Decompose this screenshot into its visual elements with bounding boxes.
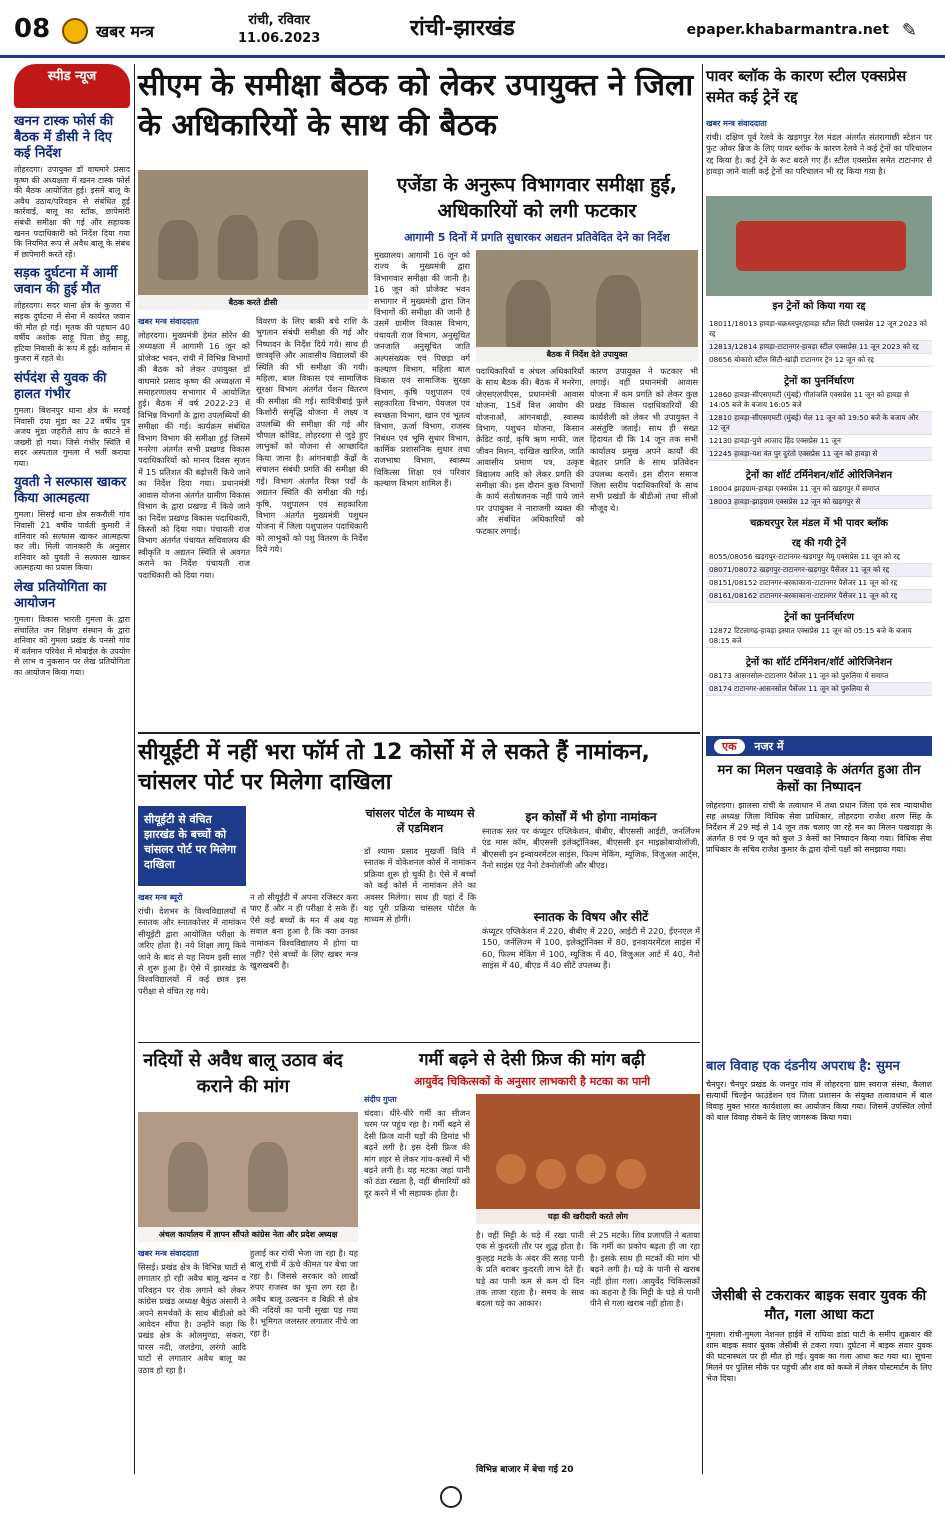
cuet-box-2: चांसलर पोर्टल के माध्यम से लें एडमिशन (365, 807, 475, 835)
byline: खबर मन्त्र ब्यूरो (138, 893, 183, 902)
train-group-title: ट्रेनों का शॉर्ट टर्मिनेशन/शॉर्ट ओरिजिनेशन (745, 470, 893, 481)
lead-col-5: कारण उपायुक्त ने फटकार भी लगाई। वहीं प्रधानमंत्री आवास योजना में कम प्रगति को लेकर कुछ प्रखंड विकास पदाधिकारियों की कार्यशैली को लेकर भी उपायुक्त ने असंतुष्टि जताई। साथ ही सख्त हिदायत दी कि 14 जून तक सभी कार्यालय प्रमुख अपने कार्यों की बेहतर प्रगति के साथ प्रतिवेदन उपलब्ध करायें। इस दौरान समाज जिला स्तरीय पदाधिकारियों के साथ सभी प्रखंडों के बीडीओ तथा सीओ मौजूद थे। (590, 366, 698, 513)
masthead (0, 0, 945, 58)
cuet-col-1 (138, 892, 246, 1038)
article-text: चंदवा। धीरे-धीरे गर्मी का सीजन चरम पर पहुंच रहा है। गर्मी बढ़ने से देसी फ्रिज यानी घड़ों की डिमांड भी बढ़ने लगी है। इस देसी फ्रिज की मांग शहर से लेकर गांव-कस्बों में भी बढ़ने लगी है। यह मटका जहां पानी को ठंडा रखता है, वहीं बीमारियों को दूर करने में भी सहायक होता है। (364, 1108, 470, 1198)
section-rule (138, 732, 700, 734)
speed-news-badge: स्पीड न्यूज (14, 64, 130, 108)
issue-date: 11.06.2023 (238, 31, 321, 46)
ek-tag: एक (714, 739, 745, 754)
brief-item (14, 371, 130, 470)
fridge-col-1 (364, 1094, 470, 1474)
left-column (14, 64, 130, 1474)
najar-headline[interactable]: मन का मिलन पखवाड़े के अंतर्गत हुआ तीन केसों का निष्पादन (717, 763, 921, 795)
brief-item (14, 266, 130, 365)
brief-headline[interactable]: संर्पदंश से युवक की हालत गंभीर (14, 370, 107, 402)
byline: खबर मन्त्र संवाददाता (138, 1249, 199, 1258)
train-row: 12813/12814 हावड़ा-टाटानगर-हावड़ा स्टील एक्सप्रेस 11 जून 2023 को रद्द (706, 341, 932, 354)
najar-item (706, 762, 932, 1050)
train-group-title: ट्रेनों का पुनर्निर्धारण (784, 376, 854, 387)
lead-col-4: पदाधिकारियों व अंचल अधिकारियों के साथ बैठक की। बैठक में मनरेगा, जेएसएलपीएस, प्रधानमंत्री आवास योजना, 15वें वित्त आयोग की योजनाओं, आंगनबाड़ी, स्वास्थ्य विभाग, पशुधन योजना, किसान क्रेडिट कार्ड, कृषि ऋण माफी, जल जीवन मिशन, दाखिल खारिज, जाति आवासीय प्रमाण पत्र, उत्कृष्ट विद्यालय आदि को लेकर प्रगति की समीक्षा की। इस दौरान कुछ विभागों के कार्य संतोषजनक नहीं पाये जाने पर उपायुक्त ने नाराजगी व्यक्त की और संबंधित अधिकारियों को फटकार लगाई। (476, 366, 584, 536)
city-day: रांची, रविवार (248, 13, 310, 28)
right-article (706, 118, 932, 192)
epaper-link[interactable]: epaper.khabarmantra.net (686, 22, 889, 38)
sand-photo (138, 1112, 358, 1242)
lead-col-3: मुख्यालय। आगामी 16 जून को राज्य के मुख्यमंत्री द्वारा विभागवार समीक्षा की जानी है। 16 जून को प्रोजेक्ट भवन सभागार में मुख्यमंत्री द्वारा जिन विभागों की समीक्षा की जानी है उसमें ग्रामीण विकास विभाग, पंचायती राज विभाग, अनुसूचित जनजाति अनुसूचित जाति अल्पसंख्यक एवं पिछड़ा वर्ग कल्याण विभाग, महिला बाल विकास एवं सामाजिक सुरक्षा विभाग, कृषि पशुपालन एवं सहकारिता विभाग, पेयजल एवं स्वच्छता विभाग, खान एवं भूतत्व विभाग, ऊर्जा विभाग, राजस्व निबंधन एवं भूमि सुधार विभाग, कार्मिक प्रशासनिक सुधार तथा राजभाषा विभाग, स्वास्थ्य चिकित्सा शिक्षा एवं परिवार कल्याण विभाग शामिल हैं। (374, 250, 470, 489)
brief-text: गुमला। सिसई थाना क्षेत्र सकरौली गांव निवासी 21 वर्षीय पार्वती कुमारी ने शनिवार को सल्फास खाकर आत्महत्या कर ली। मिली जानकारी के अनुसार शनिवार को युवती ने सल्फास खाकर आत्महत्या का प्रयास किया। (14, 510, 130, 573)
najar-list (706, 762, 932, 1474)
ek-najar-bar (706, 736, 932, 756)
cuet-col-3: डॉ श्यामा प्रसाद मुखर्जी विवि में स्नातक में वोकेशनल कोर्स में नामांकन प्रक्रिया शुरू हो चुकी है। ऐसे में बच्चों को कई कोर्स में नामांकन लेने का अवसर मिलेगा। साथ ही यहां दें कि यह पूरी प्रक्रिया चांसलर पोर्टल के माध्यम से होगी। (364, 846, 476, 925)
train-group-title: चक्रधरपुर रेल मंडल में भी पावर ब्लॉक (750, 518, 888, 529)
train-row: 08071/08072 खड़गपुर-टाटानगर-खड़गपुर पैसेंजर 11 जून को रद्द (706, 564, 932, 577)
brand (62, 16, 154, 46)
fridge-photo (476, 1094, 700, 1224)
byline: संदीप गुप्ता (364, 1095, 397, 1104)
fridge-footer: विभिन्न बाजार में बेचा गई 20 (476, 1465, 574, 1475)
brief-text: गुमला। विकास भारती गुमला के द्वारा संचालित जन शिक्षण संस्थान के द्वारा शनिवार को गुमला प्रखंड के पनसो गांव में वर्तमान परिवेश में मोबाईल के उपयोग से लाभ व नुकसान पर लेख प्रतियोगिता का आयोजन किया गया। (14, 615, 130, 677)
article-text: रांची। देशभर के विश्वविद्यालयों में स्नातक और स्नातकोत्तर में नामांकन सीयूईटी द्वारा आयोजित परीक्षा के जरिए होता है। नये शिक्षा लागू किये जाने के बाद से यह नियम इसी साल से शुरू हुआ है। ऐसे में झारखंड के विश्वविद्यालयों में कई छात्र इस परीक्षा से वंचित रह गये। (138, 906, 246, 996)
section-title: रांची-झारखंड (410, 16, 515, 41)
byline: खबर मन्त्र संवाददाता (706, 119, 767, 128)
section-rule (138, 1042, 700, 1043)
brief-text: गुमला। बिशनपुर थाना क्षेत्र के मरवई निवासी दया मुंडा का 22 वर्षीय पुत्र अजय मुंडा जहरीले सांप के काटने से जख्मी हो गया। जिसे गंभीर स्थिति में सदर अस्पताल गुमला में भर्ती कराया गया। (14, 405, 130, 468)
train-row: 12130 हावड़ा-पुणे आजाद हिंद एक्सप्रेस 11 जून (706, 435, 932, 448)
page-number: 08 (14, 14, 51, 44)
print-registration-strip (0, 1480, 945, 1517)
lead-subhead: एजेंडा के अनुरूप विभागवार समीक्षा हुई, अधिकारियों को लगी फटकार (397, 174, 677, 222)
brief-item (14, 580, 130, 679)
najar-headline[interactable]: जेसीबी से टकराकर बाइक सवार युवक की मौत, गला आधा कटा (711, 1288, 927, 1323)
lead-photo-2 (476, 250, 698, 362)
cuet-box-3: इन कोर्सों में भी होगा नामांकन (525, 810, 657, 824)
train-row: 08656 बोकारो स्टील सिटी-खांड़ी टाटानगर ट्रेन 12 जून को रद्द (706, 354, 932, 367)
najar-text: लोहरदगा। झालसा रांची के तत्वाधान में तथा प्रधान जिला एवं सत्र न्यायाधीश सह अध्यक्ष जिला विधिक सेवा प्राधिकार, लोहरदगा राजेश शरण सिंह के निर्देशन में 29 मई से 14 जून तक चलाए जा रहे मन का मिलन पखवाड़ा के अंतर्गत 8 एवं 9 जून को कुल 3 केसों का निष्पादन किया गया। विधिक सेवा प्राधिकार के सचिव राजेश कुमार के द्वारा दोनों पक्षों को समझाया गया। (706, 801, 932, 854)
cuet-col-5: कंप्यूटर एप्लिकेशन में 220, बीबीए में 220, आईटी में 220, ईएनएल में 150, जर्नलिज्म में 100, इलेक्ट्रॉनिक्स में 80, इनवायरमेंटल साइंस में 60, फिल्म मेकिंग में 100, म्यूजिक में 40, विजुअल आर्ट में 40, नैनो साइंस में 40, बीएड में 40 सीटें उपलब्ध हैं। (482, 926, 700, 971)
najar-text: गुमला। रांची-गुमला नेशनल हाईवे में राघिया डांडा घाटी के समीप शुक्रवार की शाम बाइक सवार युवक जेसीबी से टकरा गया। दुर्घटना में बाइक सवार युवक की घटनास्थल पर ही मौत हो गई। युवक का गला आधा कट गया था। सूचना मिलने पर पुलिस मौके पर पहुंची और शव को कब्जे में लेकर पोस्टमार्टम के लिए भेज दिया। (706, 1330, 932, 1383)
cuet-col-4: स्नातक स्तर पर कंप्यूटर एप्लिकेशन, बीबीए, बीएससी आईटी, जनर्लिज्म एंड मास कॉम, बीएससी इलेक्ट्रॉनिक्स, बीएससी इन माइक्रोबायोलॉजी, बीएससी इन इन्वायरमेंटल साइंस, फिल्म मेकिंग, म्यूजिक, विजुअल आर्ट्स, नैनो साइंस एंड नैनो टेक्नोलॉजी और बीएड। (482, 826, 700, 871)
cuet-headline[interactable]: सीयूईटी में नहीं भरा फॉर्म तो 12 कोर्सो में ले सकते हैं नामांकन, चांसलर पोर्ट पर मिलेगा दाखिला (138, 740, 650, 795)
brief-item (14, 114, 130, 260)
lead-headline[interactable]: सीएम के समीक्षा बैठक को लेकर उपायुक्त ने जिला के अधिकारियों के साथ की बैठक (138, 68, 694, 143)
train-row: 12245 हावड़ा-यश वंत पुर दुरंतो एक्सप्रेस 11 जून को हावड़ा से (706, 448, 932, 461)
right-headline[interactable]: पावर ब्लॉक के कारण स्टील एक्सप्रेस समेत कई ट्रेनें रद्द (706, 67, 907, 106)
train-row: 8055/08056 खड़गपुर-टाटानगर-खड़गपुर मेमू एक्सप्रेस 11 जून को रद्द (706, 551, 932, 564)
registration-mark-icon (440, 1486, 462, 1508)
najar-label: नजर में (754, 740, 784, 753)
najar-headline[interactable]: बाल विवाह एक दंडनीय अपराध है: सुमन (706, 1059, 900, 1074)
sand-headline[interactable]: नदियों से अवैध बालू उठाव बंद कराने की मांग (143, 1050, 343, 1097)
brand-logo-icon (62, 18, 88, 44)
train-list-title: इन ट्रेनों को किया गया रद्द (772, 301, 866, 312)
brief-text: लोहरदगा। सदर थाना क्षेत्र के कुजरा में सड़क दुर्घटना में सेना में कार्यरत जवान की मौत हो गई। मृतक की पहचान 40 वर्षीय अशोक साहू पिता छेदु साहू, हटिया निवासी के रूप में हुई। वर्तमान में कुजरा में रहते थे। (14, 301, 130, 364)
brief-headline[interactable]: सड़क दुर्घटना में आर्मी जवान की हुई मौत (14, 266, 118, 298)
train-row: 08174 टाटानगर-आसनसोल पैसेंजर 11 जून को पुरुलिया से (706, 683, 932, 696)
train-group-title: ट्रेनों का शॉर्ट टर्मिनेशन/शॉर्ट ओरिजिनेशन (745, 657, 893, 668)
photo-caption: बैठक करते डीसी (138, 295, 368, 310)
cuet-box-1: सीयूईटी से वंचित झारखंड के बच्चों को चांसलर पोर्ट पर मिलेगा दाखिला (138, 806, 246, 886)
lead-col-1 (138, 316, 250, 726)
article-text: रांची। दक्षिण पूर्व रेलवे के खड़गपुर रेल मंडल अंतर्गत संतरागाछी स्टेशन पर फुट ओवर ब्रिज के लिए पावर ब्लॉक के कारण रेलवे ने कई ट्रेनों का परिचालन रद्द किया है। कई ट्रेनें के रूट बदले गए हैं। स्टील एक्सप्रेस समेत टाटानगर से हावड़ा जाने वाली कई ट्रेनों का परिचालन भी रद्द किया गया है। (706, 132, 932, 177)
column-divider (134, 64, 135, 1474)
train-row: 12872 टिटलागढ़-हावड़ा इस्पात एक्सप्रेस 11 जून को 05:15 बजे के बजाय 08:15 बजे (706, 625, 932, 648)
article-text: लोहरदगा। मुख्यमंत्री हेमंत सोरेन की अध्यक्षता में आगामी 16 जून को प्रोजेक्ट भवन, रांची में विभिन्न विभागों की बैठक को लेकर उपायुक्त डॉ वाघमारे प्रसाद कृष्ण की अध्यक्षता में समाहरणालय सभागार में आयोजित हुई। बैठक में वर्ष 2022-23 में विभिन्न विभागों के द्वारा उपलब्धियों की समीक्षा की गई। कार्यक्रम संबंधित विभाग विभाग की समीक्षा हुई जिसमें मनरेगा अंतर्गत सभी प्रखण्ड विकास पदाधिकारियों को मानव दिवस सृजन में 15 प्रतिशत की बढ़ोत्तरी किये जाने का निर्देश दिया गया। प्रधानमंत्री आवास योजना अंतर्गत ग्रामीण विकास विभाग के द्वारा प्रखण्ड में किये जाने का निर्देश प्रखण्ड विकास पदाधिकारी, किस्तों को दिया गया। पंचायती राज विभाग अंतर्गत पंचायत सचिवालय की स्वीकृति व अद्यतन स्थिति से अवगत कराने का निर्देश पंचायती राज पदाधिकारी को दिया गया। (138, 330, 250, 580)
photo-caption: बैठक में निर्देश देते उपायुक्त (476, 347, 698, 362)
fridge-col-3: से 25 मटके। शिव प्रजापति ने बताया कि गर्मी का प्रकोप बढ़ता ही जा रहा है। इसके साथ ही मटकों की मांग भी बढ़ने लगी है। घड़े के पानी से खराब नहीं होता गला। आयुर्वेद चिकित्सकों का कहना है कि मिट्टी के घड़े से पानी पीने से गला खराब नहीं होता है। (590, 1230, 700, 1309)
brand-name: खबर मन्त्र (96, 22, 154, 41)
fridge-headline[interactable]: गर्मी बढ़ने से देसी फ्रिज की मांग बढ़ी (418, 1050, 646, 1070)
cuet-box-4: स्नातक के विषय और सीटें (533, 910, 649, 924)
sand-col-2: हुलाई कर रांची भेजा जा रहा है। यह बालू रांची में ऊंचे कीमत पर बेचा जा रहा है। जिससे सरकार को लाखों रुपए राजस्व का चूना लग रहा है। अवैध बालू उत्खनन व बिक्री से क्षेत्र की नदियों का पानी सूखा पड़ गया है। भूमिगत जलस्तर लगातार नीचे जा रहा है। (250, 1248, 358, 1338)
brief-item (14, 475, 130, 574)
article-text: सिसई। प्रखंड क्षेत्र के विभिन्न घाटों से लगातार हो रही अवैध बालू खनन व परिवहन पर रोक लगाने को लेकर कांग्रेस प्रखंड अध्यक्ष बैकुंठ अंसारी ने अपने समर्थकों के साथ बीडीओ को आवेदन सौंपा है। उन्होंने कहा कि प्रखंड क्षेत्र के ओलमुण्डा, संकरा, पारस नदी, जलडेगा, लरंगो आदि घाटों से लगातार अवैध बालू का उठाव हो रहा है। (138, 1262, 246, 1375)
train-group-title: रद्द की गयी ट्रेनें (791, 538, 847, 549)
train-row: 18003 हावड़ा-झाड़ग्राम एक्सप्रेस 12 जून को खड़गपुर से (706, 496, 932, 509)
lead-col-2: विवरण के लिए बाकी बचे राशि के भुगतान संबंधी समीक्षा की गई और निष्पादन के निर्देश दिये गये। साथ ही छात्रवृत्ति और आवासीय विद्यालयों की स्थिति की भी समीक्षा की गयी। महिला, बाल विकास एवं सामाजिक सुरक्षा विभाग अंतर्गत पेंशन वितरण की समीक्षा की गई। सावित्रीबाई फुले किशोरी समृद्धि योजना में लक्ष्य व उपलब्धि की समीक्षा की गई और चौपाल कोविड, लोहरदगा से जुड़े हुए लाभुकों को योजना से आच्छादित किया जाना है। आंगनबाड़ी केंद्रों के संचालन संबंधी प्रगति की समीक्षा की गई। विभाग अंतर्गत रिक्त पदों के अद्यतन स्थिति की समीक्षा की गई। कृषि, पशुपालन एवं सहकारिता विभाग अंतर्गत मुख्यमंत्री पशुधन योजना में जिला पशुपालन पदाधिकारी को लाभुकों को पशु वितरण के निर्देश दिये गये। (256, 316, 368, 555)
train-row: 18004 झाड़ग्राम-हावड़ा एक्सप्रेस 11 जून को खड़गपुर में समाप्त (706, 483, 932, 496)
train-row: 12810 हावड़ा-सीएसएमटी (मुंबई) मेल 11 जून को 19:50 बजे के बजाय और 12 जून (706, 412, 932, 435)
train-photo (706, 196, 932, 296)
train-row: 08151/08152 टाटानगर-बरकाकाना-टाटानगर पैसेंजर 11 जून को रद्द (706, 577, 932, 590)
train-row: 18011/18013 हावड़ा-चक्रधरपुर/हावड़ा स्टील सिटी एक्सप्रेस 12 जून 2023 को रद्द (706, 318, 932, 341)
brief-headline[interactable]: खनन टास्क फोर्स की बैठक में डीसी ने दिए कई निर्देश (14, 114, 114, 161)
najar-item (706, 1058, 932, 1279)
byline: खबर मन्त्र संवाददाता (138, 317, 199, 326)
fridge-col-2: है। वहीं मिट्टी के घड़े में रखा पानी एक से कुदरती तौर पर शुद्ध होता है। कुल्हड़ मटके के अंदर की सतह पानी के प्रति बराबर कुदरती लाभ देते हैं। घड़े का पानी कम से कम दो दिन तक ताजा रहता है। समय के साथ बदला घड़े का आकार। (476, 1230, 584, 1309)
pointer-icon: ✎ (901, 20, 917, 41)
photo-caption: अंचल कार्यालय में ज्ञापन सौंपते कांग्रेस नेता और प्रदेश अध्यक्ष (138, 1227, 358, 1242)
cuet-col-2: न तो सीयूईटी में अपना रजिस्टर करा पाए हैं और न ही परीक्षा दे सके हैं। ऐसे कई बच्चों के मन में अब यह सवाल बना हुआ है कि क्या उनका नामांकन विश्वविद्यालय में होगा या नहीं? ऐसे बच्चों के लिए खबर मन्त्र खुशखबरी है। (250, 892, 358, 971)
fridge-subhead: आयुर्वेद चिकित्सकों के अनुसार लाभकारी है मटका का पानी (413, 1075, 651, 1088)
photo-caption: घड़ा की खरीदारी करते लोग (476, 1209, 700, 1224)
column-divider (702, 64, 703, 1474)
brief-headline[interactable]: युवती ने सल्फास खाकर किया आत्महत्या (14, 475, 127, 507)
train-row: 08173 आसनसोल-टाटानगर पैसेंजर 11 जून को पुरुलिया में समाप्त (706, 670, 932, 683)
sand-col-1 (138, 1248, 246, 1474)
train-row: 12860 हावड़ा-सीएसएमटी (मुंबई) गीतांजलि एक्सप्रेस 11 जून को हावड़ा से 14:05 बजे के बजाय 16:05 बजे (706, 389, 932, 412)
brief-text: लोहरदगा। उपायुक्त डॉ वाघमारे प्रसाद कृष्ण की अध्यक्षता में खनन टास्क फोर्स की बैठक आयोजित हुई। इसमें बालू के अवैध उठाव/परिवहन से संबंधित हुई कार्रवाई, बालू का स्टॉक, छापेमारी संबंधी समीक्षा की गई और सहायक खनन पदाधिकारी को निर्देश दिया गया कि नियमित रूप से अवैध बालू के संबंध में छापेमारी करते रहें। (14, 165, 130, 259)
train-group-title: ट्रेनों का पुनर्निर्धारण (784, 612, 854, 623)
najar-item (706, 1287, 932, 1384)
lead-photo-1 (138, 170, 368, 310)
train-list (706, 318, 932, 728)
brief-headline[interactable]: लेख प्रतियोगिता का आयोजन (14, 580, 107, 612)
lead-kicker: आगामी 5 दिनों में प्रगति सुधारकर अद्यतन प्रतिवेदित देने का निर्देश (404, 231, 670, 244)
najar-text: चैनपुर। चैनपुर प्रखंड के जनपुर गांव में लोहरदगा ग्राम स्वराज संस्था, कैलाश सत्यार्थी चिल्ड्रेन फाउंडेशन एवं जिला प्रशासन के संयुक्त तत्वावधान में बाल विवाह मुक्त भारत कार्यशाला का आयोजन किया गया। जिसमें उपस्थित लोगों को बाल विवाह रोकने के लिए जागरूक किया गया। (706, 1080, 932, 1122)
train-row: 08161/08162 टाटानगर-बरकाकाना-टाटानगर पैसेंजर 11 जून को रद्द (706, 590, 932, 603)
dateline (238, 12, 320, 48)
